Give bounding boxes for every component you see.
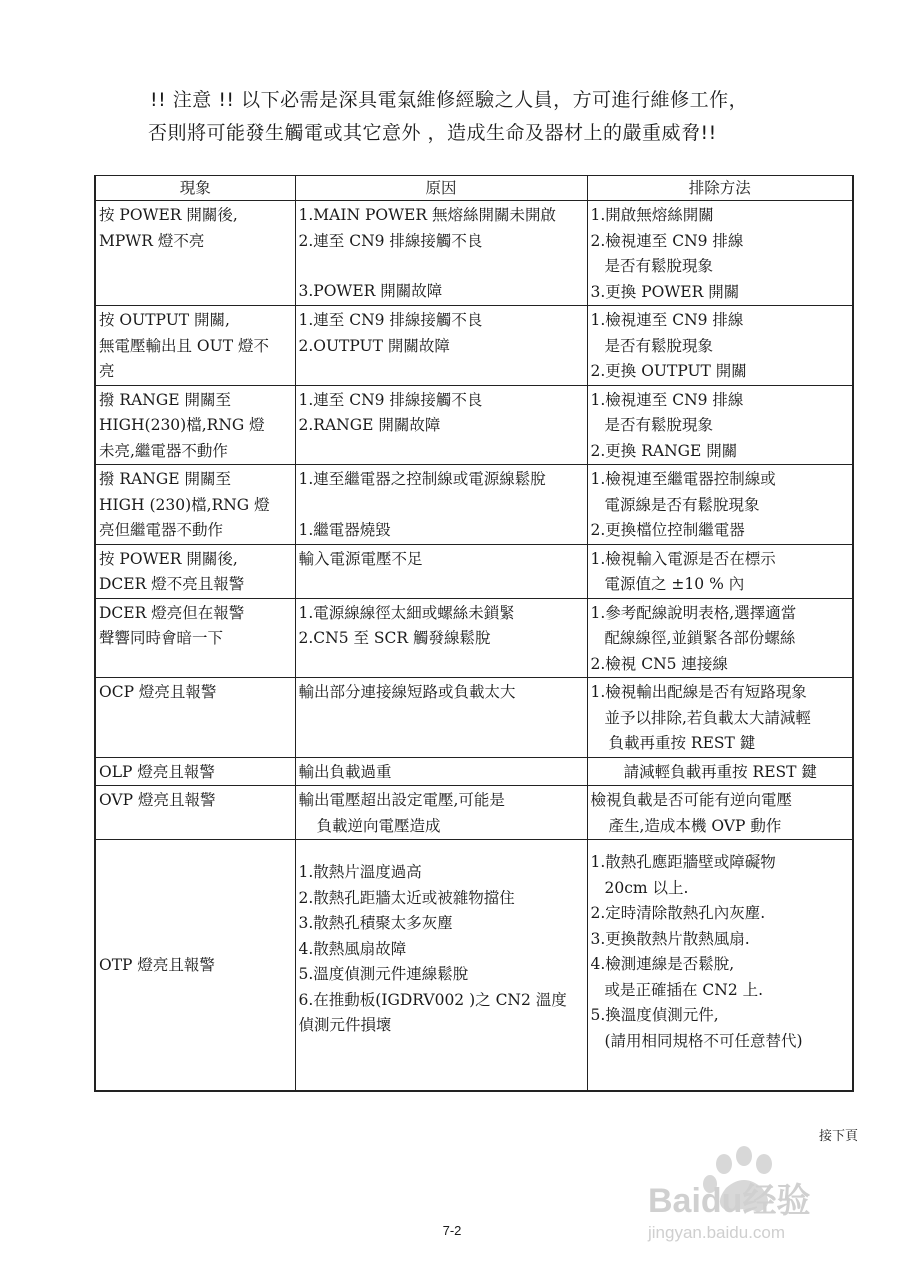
cause-cell	[295, 840, 587, 1092]
symptom-cell	[95, 385, 295, 465]
cause-line: 2.OUTPUT 開關故障	[298, 336, 450, 355]
remedy-line: 5.換溫度偵測元件,	[590, 1006, 719, 1024]
cause-cell	[295, 598, 587, 678]
remedy-line: 電源值之 ±10 % 內	[604, 575, 745, 593]
symptom-cell	[95, 465, 295, 545]
remedy-line: 1.散熱孔應距牆壁或障礙物	[590, 853, 776, 871]
symptom-cell	[95, 840, 295, 1092]
cause-line: 1.連至 CN9 排線接觸不良	[298, 311, 483, 329]
remedy-cell	[587, 598, 853, 678]
table-row	[95, 306, 853, 386]
remedy-line: 配線線徑,並鎖緊各部份螺絲	[604, 629, 796, 647]
remedy-line: 1.參考配線說明表格,選擇適當	[590, 603, 797, 622]
cause-line: 偵測元件損壞	[298, 1016, 392, 1034]
table-row	[95, 840, 853, 1092]
cause-cell	[295, 757, 587, 786]
symptom-line: 按 POWER 開關後,	[99, 549, 238, 568]
remedy-cell	[587, 385, 853, 465]
remedy-cell	[587, 465, 853, 545]
remedy-line: (請用相同規格不可任意替代)	[604, 1031, 803, 1050]
cause-line: 1.繼電器燒毀	[298, 520, 391, 539]
baidu-jingyan-watermark	[640, 1140, 880, 1260]
table-row	[95, 465, 853, 545]
warning-notice	[150, 84, 850, 150]
remedy-line: 是否有鬆脫現象	[604, 416, 714, 434]
remedy-line: 3.更換 POWER 開關	[590, 282, 740, 301]
symptom-line: HIGH(230)檔,RNG 燈	[99, 416, 265, 434]
remedy-line: 負載再重按 REST 鍵	[608, 734, 756, 752]
cause-line: 1.電源線線徑太細或螺絲未鎖緊	[298, 603, 515, 622]
symptom-line: 撥 RANGE 開關至	[99, 390, 231, 409]
remedy-line: 或是正確插在 CN2 上.	[604, 980, 764, 999]
symptom-cell	[95, 201, 295, 306]
remedy-line: 是否有鬆脫現象	[604, 336, 714, 355]
remedy-line: 2.更換 OUTPUT 開關	[590, 362, 747, 380]
remedy-line: 20cm 以上.	[604, 878, 689, 897]
cause-line: 1.散熱片溫度過高	[298, 863, 422, 881]
table-row	[95, 678, 853, 758]
remedy-line: 是否有鬆脫現象	[604, 257, 714, 275]
cause-cell	[295, 465, 587, 545]
symptom-line: 無電壓輸出且 OUT 燈不	[99, 336, 269, 355]
symptom-line: OTP 燈亮且報警	[99, 956, 215, 975]
cause-line: 3.POWER 開關故障	[298, 282, 443, 300]
symptom-line: DCER 燈不亮且報警	[99, 575, 245, 593]
symptom-line: OVP 燈亮且報警	[99, 791, 216, 809]
remedy-line: 1.開啟無熔絲開關	[590, 206, 714, 224]
remedy-cell	[587, 201, 853, 306]
warning-line-1: !! 注意 !! 以下必需是深具電氣維修經驗之人員，方可進行維修工作，	[150, 89, 749, 111]
symptom-cell	[95, 598, 295, 678]
symptom-cell	[95, 786, 295, 840]
cause-cell	[295, 385, 587, 465]
table-row	[95, 757, 853, 786]
remedy-cell	[587, 786, 853, 840]
remedy-line: 1.檢視連至 CN9 排線	[590, 311, 744, 329]
symptom-cell	[95, 306, 295, 386]
cause-line: 輸入電源電壓不足	[298, 549, 423, 568]
cause-line: 3.散熱孔積聚太多灰塵	[298, 914, 453, 932]
page-number: 7-2	[442, 1223, 462, 1238]
symptom-line: 按 OUTPUT 開關,	[99, 311, 230, 329]
remedy-line: 2.檢視連至 CN9 排線	[590, 231, 744, 250]
symptom-line: 亮	[99, 362, 115, 380]
symptom-line: HIGH (230)檔,RNG 燈	[99, 495, 270, 514]
remedy-line: 請減輕負載再重按 REST 鍵	[623, 762, 817, 781]
cause-cell	[295, 678, 587, 758]
table-row	[95, 201, 853, 306]
header-remedy: 排除方法	[587, 176, 853, 201]
table-row	[95, 385, 853, 465]
cause-line: 2.連至 CN9 排線接觸不良	[298, 231, 483, 250]
remedy-line: 2.更換 RANGE 開關	[590, 441, 738, 460]
symptom-line: MPWR 燈不亮	[99, 231, 205, 250]
remedy-line: 4.檢測連線是否鬆脫,	[590, 955, 735, 973]
cause-line: 2.散熱孔距牆太近或被雜物擋住	[298, 888, 515, 907]
table-header-row	[95, 176, 853, 201]
cause-spacer	[299, 254, 585, 279]
remedy-line: 2.更換檔位控制繼電器	[590, 521, 745, 539]
header-cause: 原因	[295, 176, 587, 201]
cause-line: 輸出負載過重	[298, 762, 392, 781]
troubleshooting-table	[94, 175, 854, 1092]
remedy-cell	[587, 678, 853, 758]
symptom-line: OCP 燈亮且報警	[99, 683, 217, 701]
remedy-line: 電源線是否有鬆脫現象	[604, 495, 760, 514]
symptom-line: DCER 燈亮但在報警	[99, 603, 245, 622]
remedy-cell	[587, 306, 853, 386]
cause-line: 4.散熱風扇故障	[298, 939, 407, 958]
table-row	[95, 544, 853, 598]
cause-line: 1.MAIN POWER 無熔絲開關未開啟	[298, 206, 556, 224]
remedy-line: 1.檢視連至 CN9 排線	[590, 390, 744, 409]
symptom-cell	[95, 678, 295, 758]
cause-line: 1.連至繼電器之控制線或電源線鬆脫	[298, 470, 546, 488]
remedy-line: 2.檢視 CN5 連接線	[590, 654, 728, 673]
remedy-line: 並予以排除,若負載太大請減輕	[604, 708, 811, 727]
remedy-cell	[587, 544, 853, 598]
watermark-url: jingyan.baidu.com	[648, 1223, 786, 1242]
remedy-line: 產生,造成本機 OVP 動作	[608, 816, 782, 835]
warning-line-2: 否則將可能發生觸電或其它意外 ，造成生命及器材上的嚴重威脅!!	[148, 122, 717, 144]
symptom-line: OLP 燈亮且報警	[99, 762, 215, 781]
symptom-line: 聲響同時會暗一下	[99, 629, 224, 647]
remedy-cell	[587, 757, 853, 786]
remedy-line: 3.更換散熱片散熱風扇.	[590, 929, 750, 948]
cause-line: 輸出部分連接線短路或負載太大	[298, 683, 516, 701]
remedy-cell	[587, 840, 853, 1092]
cause-cell	[295, 786, 587, 840]
cause-line: 負載逆向電壓造成	[316, 816, 441, 835]
symptom-line: 按 POWER 開關後,	[99, 206, 238, 224]
cause-cell	[295, 544, 587, 598]
remedy-line: 1.檢視輸出配線是否有短路現象	[590, 683, 807, 701]
symptom-line: 亮但繼電器不動作	[99, 521, 224, 539]
remedy-line: 1.檢視連至繼電器控制線或	[590, 470, 776, 488]
cause-line: 2.RANGE 開關故障	[298, 416, 441, 434]
cause-cell	[295, 306, 587, 386]
symptom-cell	[95, 757, 295, 786]
remedy-line: 2.定時清除散熱孔內灰塵.	[590, 904, 766, 922]
cause-line: 輸出電壓超出設定電壓,可能是	[298, 791, 505, 809]
remedy-line: 檢視負載是否可能有逆向電壓	[590, 791, 793, 809]
header-symptom: 現象	[95, 176, 295, 201]
continued-next-page: 接下頁	[818, 1129, 858, 1144]
cause-line: 5.溫度偵測元件連線鬆脫	[298, 965, 469, 983]
table-row	[95, 598, 853, 678]
cause-cell	[295, 201, 587, 306]
symptom-line: 未亮,繼電器不動作	[99, 441, 228, 460]
cause-line: 1.連至 CN9 排線接觸不良	[298, 390, 483, 409]
symptom-cell	[95, 544, 295, 598]
remedy-line: 1.檢視輸入電源是否在標示	[590, 549, 776, 568]
cause-spacer	[299, 493, 585, 518]
cause-line: 6.在推動板(IGDRV002 )之 CN2 溫度	[298, 990, 567, 1009]
symptom-line: 撥 RANGE 開關至	[99, 470, 231, 488]
watermark-brand: Baidu经验	[648, 1182, 811, 1220]
cause-line: 2.CN5 至 SCR 觸發線鬆脫	[298, 629, 491, 647]
table-row	[95, 786, 853, 840]
